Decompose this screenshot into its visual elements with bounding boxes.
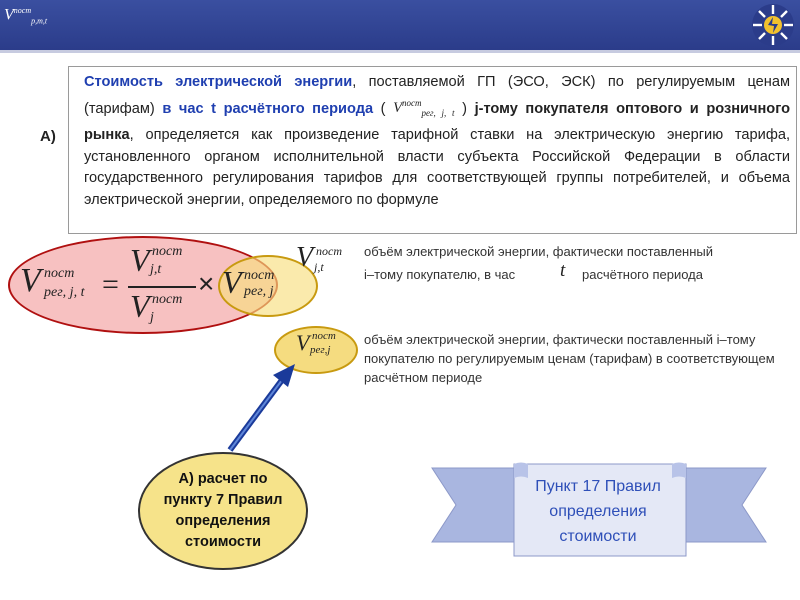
header-formula-label: $V^{пост}_{р,m,t}$ bbox=[4, 6, 48, 26]
formula-lhs: V пост рег, j, t bbox=[20, 262, 85, 300]
buyer-term: j-тому покупателя оптового и розничного рынка bbox=[84, 100, 790, 143]
formula-denominator: V пост j bbox=[130, 288, 183, 325]
legend-text-2: объём электрической энергии, фактически поставленный i–тому покупателю по регулируемым ценам (тарифам) в соответствующем расчётном периоде bbox=[364, 332, 775, 385]
definition-paragraph: Стоимость электрической энергии, поставляемой ГП (ЭСО, ЭСК) по регулируемым ценам (тарифам) в час t расчётного периода ( $V^{пост}_{рег, j, t}$ ) j-тому покупателя оптового и розничного рынка, определяется как произведение тарифной ставки на электрическую энергию тарифа, установленного органом исполнительной власти субъекта Российской Федерации в области государственного регулирования тарифов для соответствующей группы потребителей, и объема электрической энергии, определяемого по формуле bbox=[84, 74, 790, 208]
multiply-sign: × bbox=[198, 268, 215, 299]
hour-of-period: в час t расчётного периода bbox=[162, 100, 374, 117]
header-bar bbox=[0, 0, 800, 50]
formula-numerator: V пост j,t bbox=[130, 242, 183, 278]
legend-text-1: объём электрической энергии, фактически поставленный i–тому покупателю, в час t расчётного периода bbox=[364, 244, 714, 282]
legend-symbol-1: V пост j,t bbox=[296, 242, 342, 274]
header-divider bbox=[0, 50, 800, 53]
term-cost: Стоимость электрической энергии bbox=[84, 74, 353, 90]
legend-symbol-2: V пост рег,j bbox=[296, 330, 336, 356]
formula-rhs: V пост рег, j bbox=[222, 264, 275, 300]
equals-sign: = bbox=[102, 268, 119, 301]
rule-7-circle: А) расчет по пункту 7 Правил определения стоимости bbox=[138, 452, 308, 570]
inline-symbol: $V^{пост}_{рег, j, t}$ bbox=[393, 98, 455, 119]
case-label: А) bbox=[40, 128, 56, 145]
sun-logo-icon bbox=[750, 2, 796, 48]
arrow-up-right-icon bbox=[210, 360, 310, 460]
rule-17-label: Пункт 17 Правил определения стоимости bbox=[535, 478, 661, 545]
